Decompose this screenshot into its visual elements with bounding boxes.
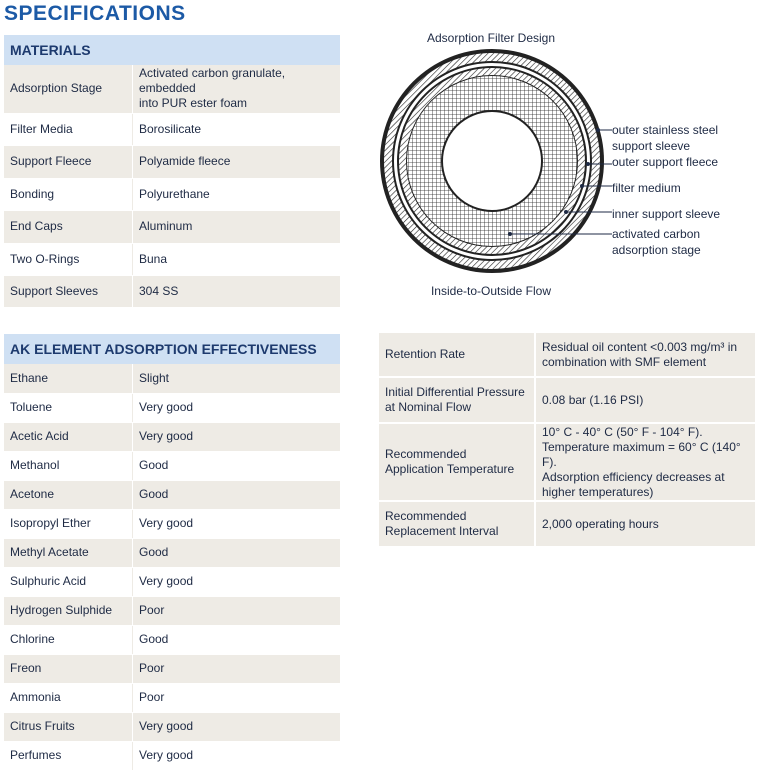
material-name: Bonding [4, 178, 133, 210]
adsorption-rating: Very good [133, 741, 341, 770]
property-value: Residual oil content <0.003 mg/m³ in combination with SMF element [535, 333, 755, 377]
table-row [4, 596, 340, 625]
table-row [379, 423, 755, 501]
property-name: Recommended Replacement Interval [379, 501, 535, 547]
material-value: Buna [133, 243, 341, 275]
table-row [379, 501, 755, 547]
property-value: 0.08 bar (1.16 PSI) [535, 377, 755, 423]
table-row [4, 210, 340, 243]
adsorption-rating: Poor [133, 654, 341, 683]
substance-name: Ammonia [4, 683, 133, 712]
material-value: 304 SS [133, 275, 341, 307]
table-row [4, 243, 340, 275]
properties-table [379, 333, 755, 548]
table-row [4, 567, 340, 596]
table-row [4, 178, 340, 210]
material-value: Activated carbon granulate, embedded into PUR ester foam [133, 65, 341, 113]
effectiveness-table [4, 364, 340, 771]
material-name: Support Fleece [4, 145, 133, 178]
material-value: Borosilicate [133, 113, 341, 145]
material-name: Adsorption Stage [4, 65, 133, 113]
material-name: Support Sleeves [4, 275, 133, 307]
substance-name: Ethane [4, 364, 133, 393]
callout-dot [564, 210, 568, 214]
property-name: Recommended Application Temperature [379, 423, 535, 501]
table-row [4, 509, 340, 538]
adsorption-rating: Good [133, 480, 341, 509]
table-row [4, 451, 340, 480]
substance-name: Freon [4, 654, 133, 683]
table-row [379, 333, 755, 377]
callout-dot [586, 162, 590, 166]
table-row [4, 275, 340, 307]
substance-name: Methyl Acetate [4, 538, 133, 567]
callout-filter-medium: filter medium [612, 181, 681, 195]
material-name: End Caps [4, 210, 133, 243]
adsorption-rating: Poor [133, 596, 341, 625]
diagram-title: Adsorption Filter Design [426, 31, 556, 45]
adsorption-rating: Good [133, 538, 341, 567]
substance-name: Acetone [4, 480, 133, 509]
material-name: Filter Media [4, 113, 133, 145]
adsorption-rating: Slight [133, 364, 341, 393]
filter-rings [380, 49, 604, 273]
diagram-caption: Inside-to-Outside Flow [430, 284, 552, 298]
property-value: 10° C - 40° C (50° F - 104° F). Temperature maximum = 60° C (140° F). Adsorption efficiency decreases at higher temperatures) [535, 423, 755, 501]
table-row [4, 683, 340, 712]
adsorption-rating: Very good [133, 509, 341, 538]
property-name: Initial Differential Pressure at Nominal Flow [379, 377, 535, 423]
substance-name: Sulphuric Acid [4, 567, 133, 596]
callout-dot [508, 232, 512, 236]
adsorption-rating: Very good [133, 712, 341, 741]
table-row [4, 145, 340, 178]
substance-name: Hydrogen Sulphide [4, 596, 133, 625]
table-row [4, 654, 340, 683]
table-row [4, 364, 340, 393]
table-row [379, 377, 755, 423]
table-row [4, 422, 340, 451]
callout-activated-carbon: activated carbon adsorption stage [612, 227, 701, 257]
material-name: Two O-Rings [4, 243, 133, 275]
substance-name: Isopropyl Ether [4, 509, 133, 538]
table-row [4, 113, 340, 145]
adsorption-rating: Very good [133, 393, 341, 422]
substance-name: Methanol [4, 451, 133, 480]
callout-outer-steel-sleeve: outer stainless steel support sleeve [612, 123, 719, 153]
materials-table [4, 65, 340, 308]
substance-name: Acetic Acid [4, 422, 133, 451]
adsorption-rating: Good [133, 451, 341, 480]
filter-cross-section-diagram [376, 46, 616, 278]
material-value: Polyamide fleece [133, 145, 341, 178]
table-row [4, 712, 340, 741]
adsorption-rating: Very good [133, 422, 341, 451]
material-value: Aluminum [133, 210, 341, 243]
material-value: Polyurethane [133, 178, 341, 210]
property-name: Retention Rate [379, 333, 535, 377]
table-row [4, 625, 340, 654]
callout-outer-support-fleece: outer support fleece [612, 155, 719, 169]
page-title: SPECIFICATIONS [4, 2, 186, 25]
table-row [4, 393, 340, 422]
table-row [4, 741, 340, 770]
callout-dot [580, 184, 584, 188]
callout-inner-support-sleeve: inner support sleeve [612, 207, 721, 221]
substance-name: Citrus Fruits [4, 712, 133, 741]
substance-name: Toluene [4, 393, 133, 422]
adsorption-rating: Poor [133, 683, 341, 712]
property-value: 2,000 operating hours [535, 501, 755, 547]
substance-name: Chlorine [4, 625, 133, 654]
materials-header: MATERIALS [4, 35, 340, 65]
table-row [4, 65, 340, 113]
table-row [4, 538, 340, 567]
substance-name: Perfumes [4, 741, 133, 770]
adsorption-rating: Good [133, 625, 341, 654]
table-row [4, 480, 340, 509]
adsorption-rating: Very good [133, 567, 341, 596]
effectiveness-header: AK ELEMENT ADSORPTION EFFECTIVENESS [4, 334, 340, 364]
callout-dot [596, 128, 600, 132]
